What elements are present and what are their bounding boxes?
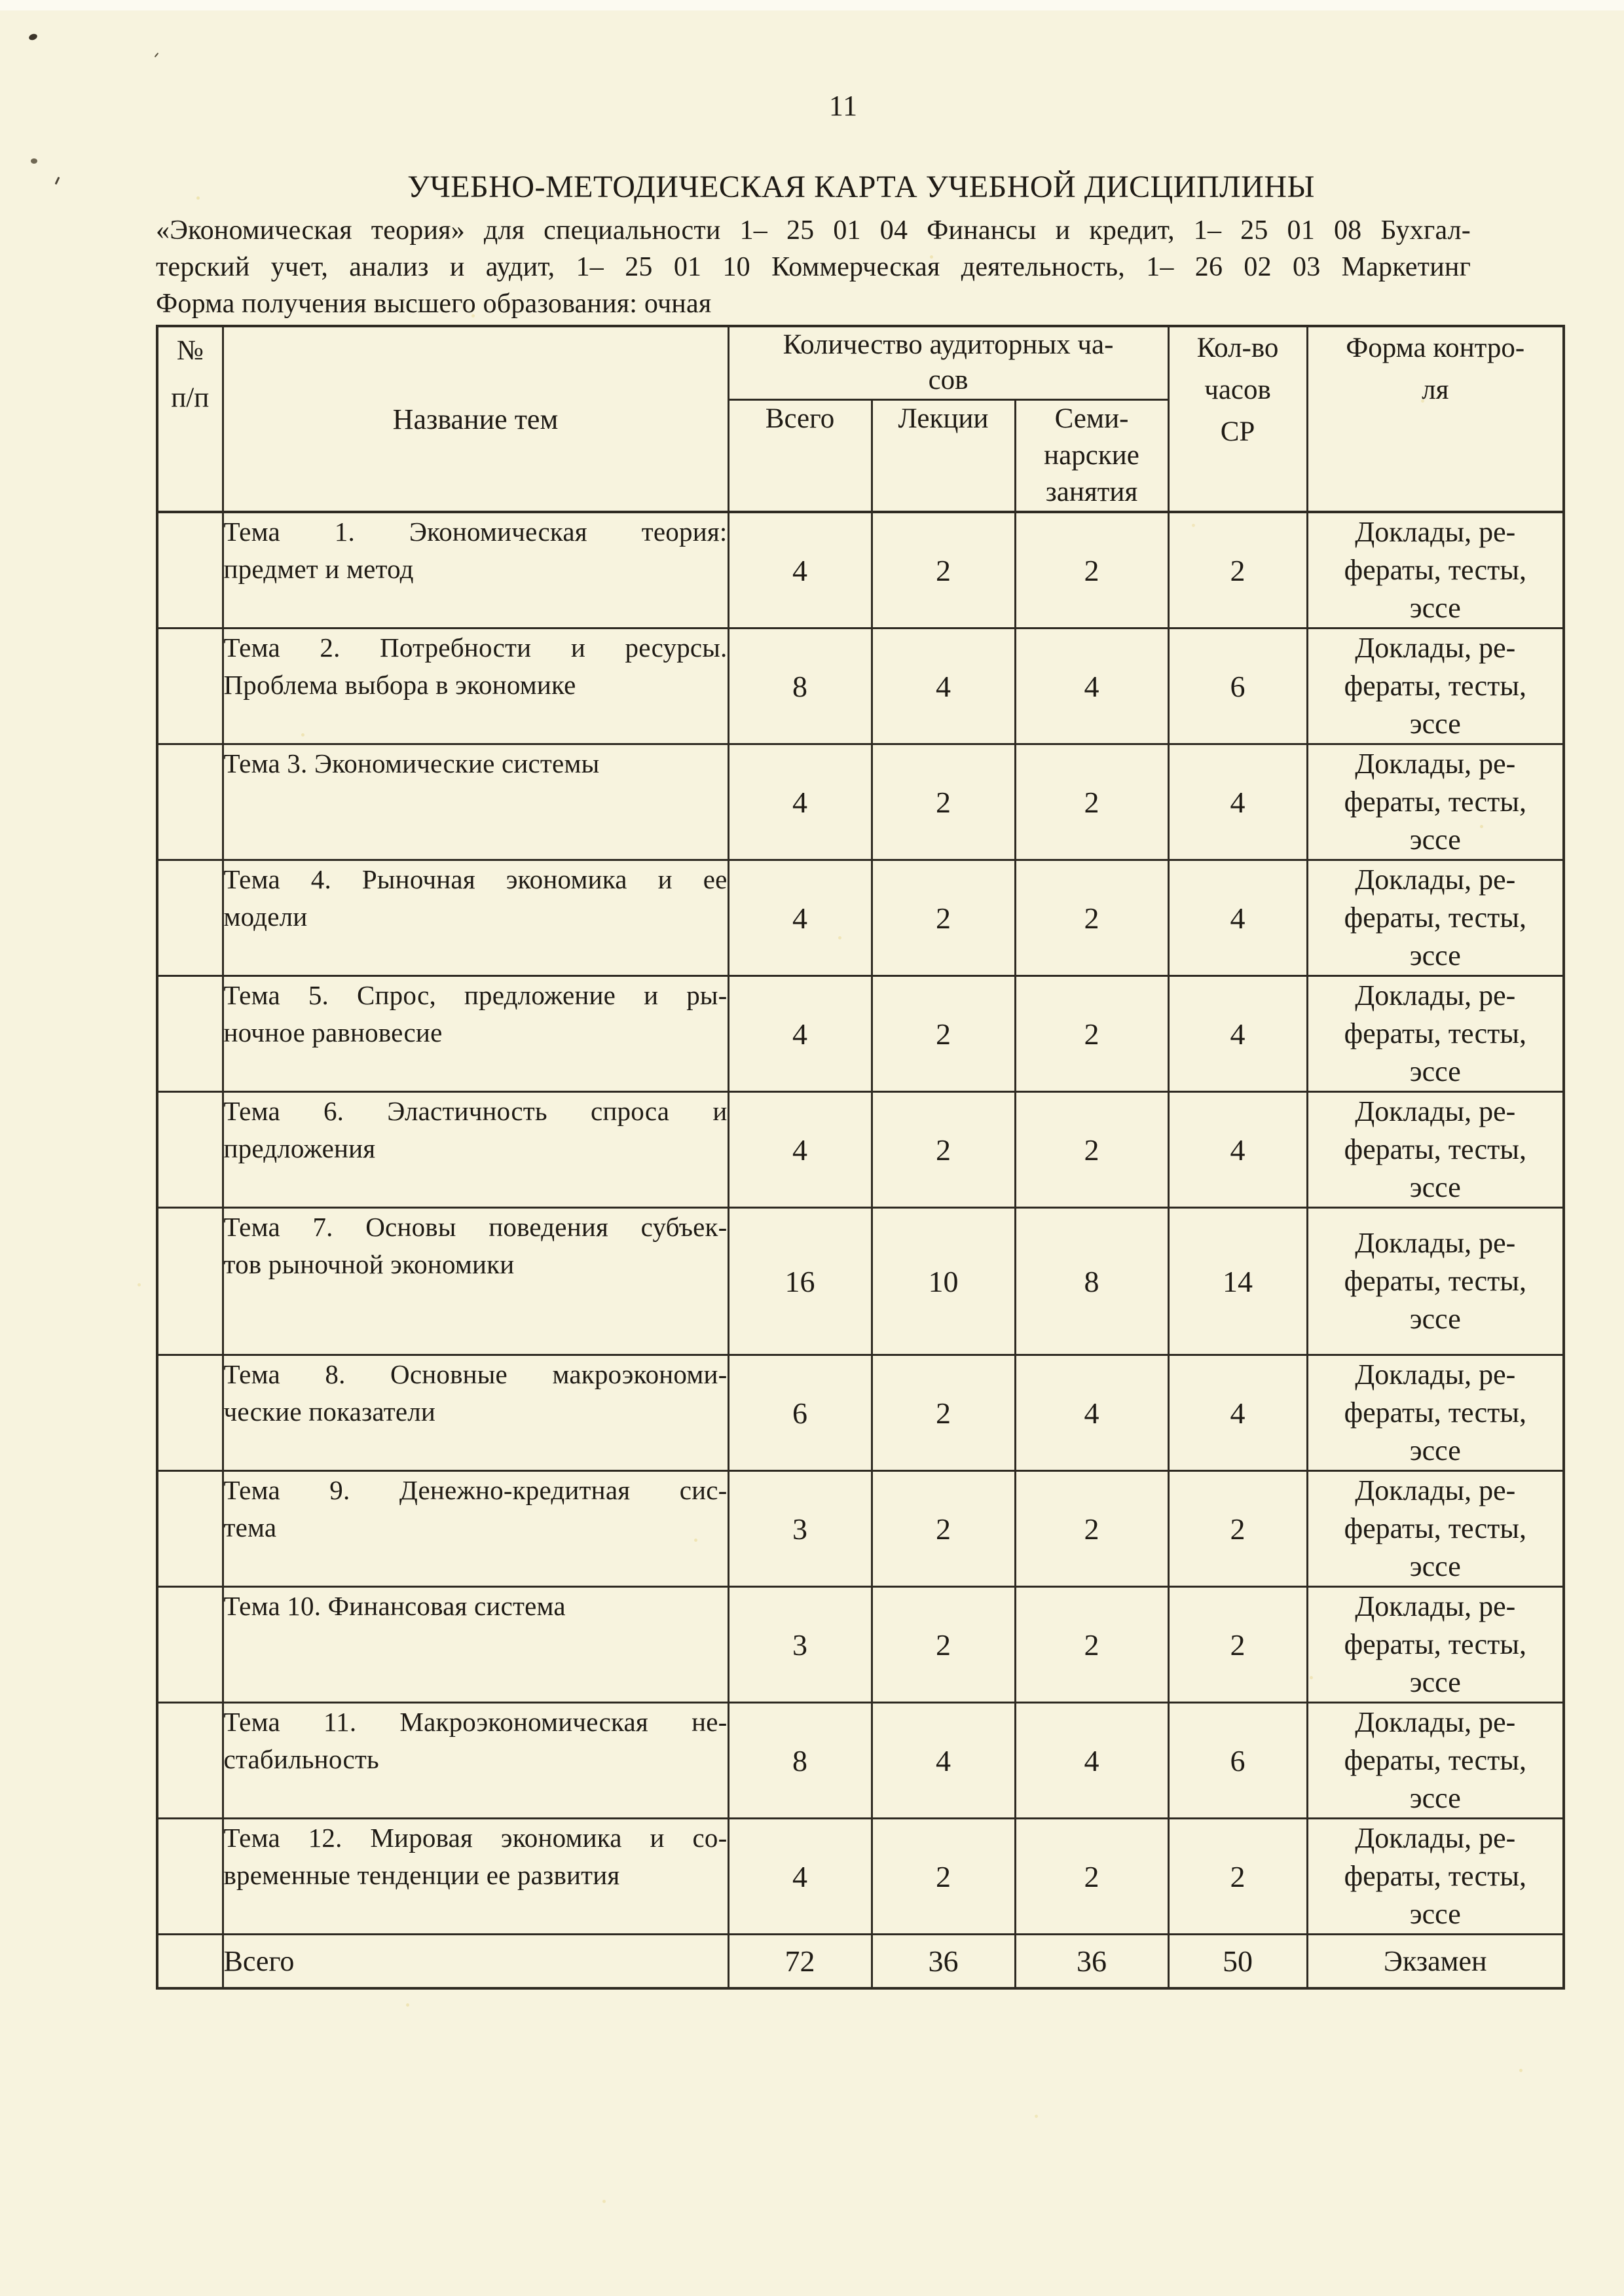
row-number-cell (157, 512, 223, 629)
hours-total: 4 (728, 1819, 872, 1935)
total-row (157, 1935, 1564, 1988)
col-header-self-study-hours: Кол-во часов СР (1168, 326, 1307, 512)
hours-lectures: 2 (872, 512, 1015, 629)
row-number-cell (157, 1703, 223, 1819)
control-form: Доклады, ре- фераты, тесты, эссе (1307, 1819, 1564, 1935)
hours-seminars: 8 (1015, 1208, 1168, 1355)
hours-seminars: 2 (1015, 860, 1168, 976)
hours-lectures: 4 (872, 629, 1015, 744)
hours-total: 3 (728, 1471, 872, 1587)
row-number-cell (157, 1819, 223, 1935)
total-row-label: Всего (223, 1935, 728, 1988)
row-number-cell (157, 1355, 223, 1471)
hours-self-study: 4 (1168, 744, 1307, 860)
control-form: Доклады, ре- фераты, тесты, эссе (1307, 629, 1564, 744)
hours-lectures: 2 (872, 1587, 1015, 1703)
page-number: 11 (828, 90, 858, 122)
hours-lectures: 10 (872, 1208, 1015, 1355)
hours-lectures: 2 (872, 1819, 1015, 1935)
row-number-cell (157, 744, 223, 860)
hours-self-study: 4 (1168, 1092, 1307, 1208)
row-number-cell (157, 860, 223, 976)
control-form: Доклады, ре- фераты, тесты, эссе (1307, 1092, 1564, 1208)
hours-seminars: 2 (1015, 744, 1168, 860)
topic-name: Тема 10. Финансовая система (223, 1587, 728, 1703)
scan-artifact (55, 177, 60, 185)
total-hours-lectures: 36 (872, 1935, 1015, 1988)
hours-seminars: 2 (1015, 976, 1168, 1092)
topic-row (157, 1092, 1564, 1208)
hours-total: 4 (728, 1092, 872, 1208)
topic-row (157, 629, 1564, 744)
hours-self-study: 4 (1168, 860, 1307, 976)
col-header-total-hours: Всего (728, 399, 872, 512)
hours-seminars: 4 (1015, 629, 1168, 744)
topic-row (157, 1587, 1564, 1703)
hours-seminars: 2 (1015, 512, 1168, 629)
hours-lectures: 2 (872, 1092, 1015, 1208)
control-form: Доклады, ре- фераты, тесты, эссе (1307, 1703, 1564, 1819)
hours-self-study: 4 (1168, 976, 1307, 1092)
control-form: Доклады, ре- фераты, тесты, эссе (1307, 1471, 1564, 1587)
row-number-cell (157, 1092, 223, 1208)
topic-name: Тема 1. Экономическая теория: предмет и метод (223, 512, 728, 629)
col-header-row-number: № п/п (157, 326, 223, 512)
topic-row (157, 1819, 1564, 1935)
hours-lectures: 2 (872, 976, 1015, 1092)
col-header-lecture-hours: Лекции (872, 399, 1015, 512)
scan-edge (0, 0, 1624, 10)
topic-name: Тема 7. Основы поведения субъек- тов рыночной экономики (223, 1208, 728, 1355)
col-header-seminar-hours: Семи- нарские занятия (1015, 399, 1168, 512)
hours-total: 3 (728, 1587, 872, 1703)
total-hours-seminars: 36 (1015, 1935, 1168, 1988)
row-number-cell (157, 1471, 223, 1587)
row-number-cell (157, 1208, 223, 1355)
hours-self-study: 2 (1168, 1819, 1307, 1935)
control-form: Доклады, ре- фераты, тесты, эссе (1307, 512, 1564, 629)
hours-total: 4 (728, 976, 872, 1092)
hours-total: 8 (728, 629, 872, 744)
col-header-control-form: Форма контро- ля (1307, 326, 1564, 512)
topic-name: Тема 8. Основные макроэкономи- ческие показатели (223, 1355, 728, 1471)
row-number-cell (157, 1587, 223, 1703)
topic-name: Тема 11. Макроэкономическая не- стабильность (223, 1703, 728, 1819)
hours-lectures: 4 (872, 1703, 1015, 1819)
scan-artifact (155, 52, 159, 57)
total-hours-self-study: 50 (1168, 1935, 1307, 1988)
topic-row (157, 744, 1564, 860)
control-form: Доклады, ре- фераты, тесты, эссе (1307, 1355, 1564, 1471)
control-form: Доклады, ре- фераты, тесты, эссе (1307, 744, 1564, 860)
hours-self-study: 2 (1168, 1471, 1307, 1587)
table-header (157, 326, 1564, 512)
topic-name: Тема 4. Рыночная экономика и ее модели (223, 860, 728, 976)
hours-total: 16 (728, 1208, 872, 1355)
hours-lectures: 2 (872, 1471, 1015, 1587)
table-footer (157, 1935, 1564, 1988)
curriculum-table (156, 325, 1565, 1990)
hours-seminars: 4 (1015, 1703, 1168, 1819)
topic-row (157, 1355, 1564, 1471)
total-control-form: Экзамен (1307, 1935, 1564, 1988)
topic-row (157, 976, 1564, 1092)
control-form: Доклады, ре- фераты, тесты, эссе (1307, 1587, 1564, 1703)
hours-total: 4 (728, 860, 872, 976)
hours-total: 4 (728, 512, 872, 629)
hours-self-study: 2 (1168, 512, 1307, 629)
table-body (157, 512, 1564, 1935)
hours-seminars: 2 (1015, 1819, 1168, 1935)
topic-row (157, 1703, 1564, 1819)
topic-row (157, 860, 1564, 976)
hours-self-study: 6 (1168, 629, 1307, 744)
hours-self-study: 6 (1168, 1703, 1307, 1819)
total-row-number-cell (157, 1935, 223, 1988)
topic-name: Тема 5. Спрос, предложение и ры- ночное равновесие (223, 976, 728, 1092)
control-form: Доклады, ре- фераты, тесты, эссе (1307, 1208, 1564, 1355)
control-form: Доклады, ре- фераты, тесты, эссе (1307, 976, 1564, 1092)
topic-name: Тема 9. Денежно-кредитная сис- тема (223, 1471, 728, 1587)
hours-total: 6 (728, 1355, 872, 1471)
hours-lectures: 2 (872, 1355, 1015, 1471)
col-header-auditorium-hours: Количество аудиторных ча- сов (728, 326, 1168, 399)
document-subtitle: «Экономическая теория» для специальности 1– 25 01 04 Финансы и кредит, 1– 25 01 08 Бухгал- терский учет, анализ и аудит, 1– 25 01 10 Коммерческая деятельность, 1– 26 02 03 Маркетинг Форма получения высшего образования: очная (156, 215, 1471, 319)
scan-artifact (31, 158, 37, 164)
hours-self-study: 14 (1168, 1208, 1307, 1355)
topic-row (157, 1208, 1564, 1355)
hours-lectures: 2 (872, 860, 1015, 976)
hours-self-study: 2 (1168, 1587, 1307, 1703)
topic-name: Тема 3. Экономические системы (223, 744, 728, 860)
document-title: УЧЕБНО-МЕТОДИЧЕСКАЯ КАРТА УЧЕБНОЙ ДИСЦИПЛИНЫ (407, 170, 1315, 204)
hours-seminars: 2 (1015, 1092, 1168, 1208)
topic-name: Тема 12. Мировая экономика и со- временные тенденции ее развития (223, 1819, 728, 1935)
scan-artifact (28, 33, 38, 41)
row-number-cell (157, 976, 223, 1092)
hours-seminars: 4 (1015, 1355, 1168, 1471)
hours-self-study: 4 (1168, 1355, 1307, 1471)
hours-seminars: 2 (1015, 1471, 1168, 1587)
row-number-cell (157, 629, 223, 744)
hours-total: 4 (728, 744, 872, 860)
topic-row (157, 1471, 1564, 1587)
topic-row (157, 512, 1564, 629)
col-header-topic-name: Название тем (223, 326, 728, 512)
hours-seminars: 2 (1015, 1587, 1168, 1703)
hours-total: 8 (728, 1703, 872, 1819)
topic-name: Тема 6. Эластичность спроса и предложения (223, 1092, 728, 1208)
total-hours-all: 72 (728, 1935, 872, 1988)
control-form: Доклады, ре- фераты, тесты, эссе (1307, 860, 1564, 976)
topic-name: Тема 2. Потребности и ресурсы. Проблема выбора в экономике (223, 629, 728, 744)
hours-lectures: 2 (872, 744, 1015, 860)
